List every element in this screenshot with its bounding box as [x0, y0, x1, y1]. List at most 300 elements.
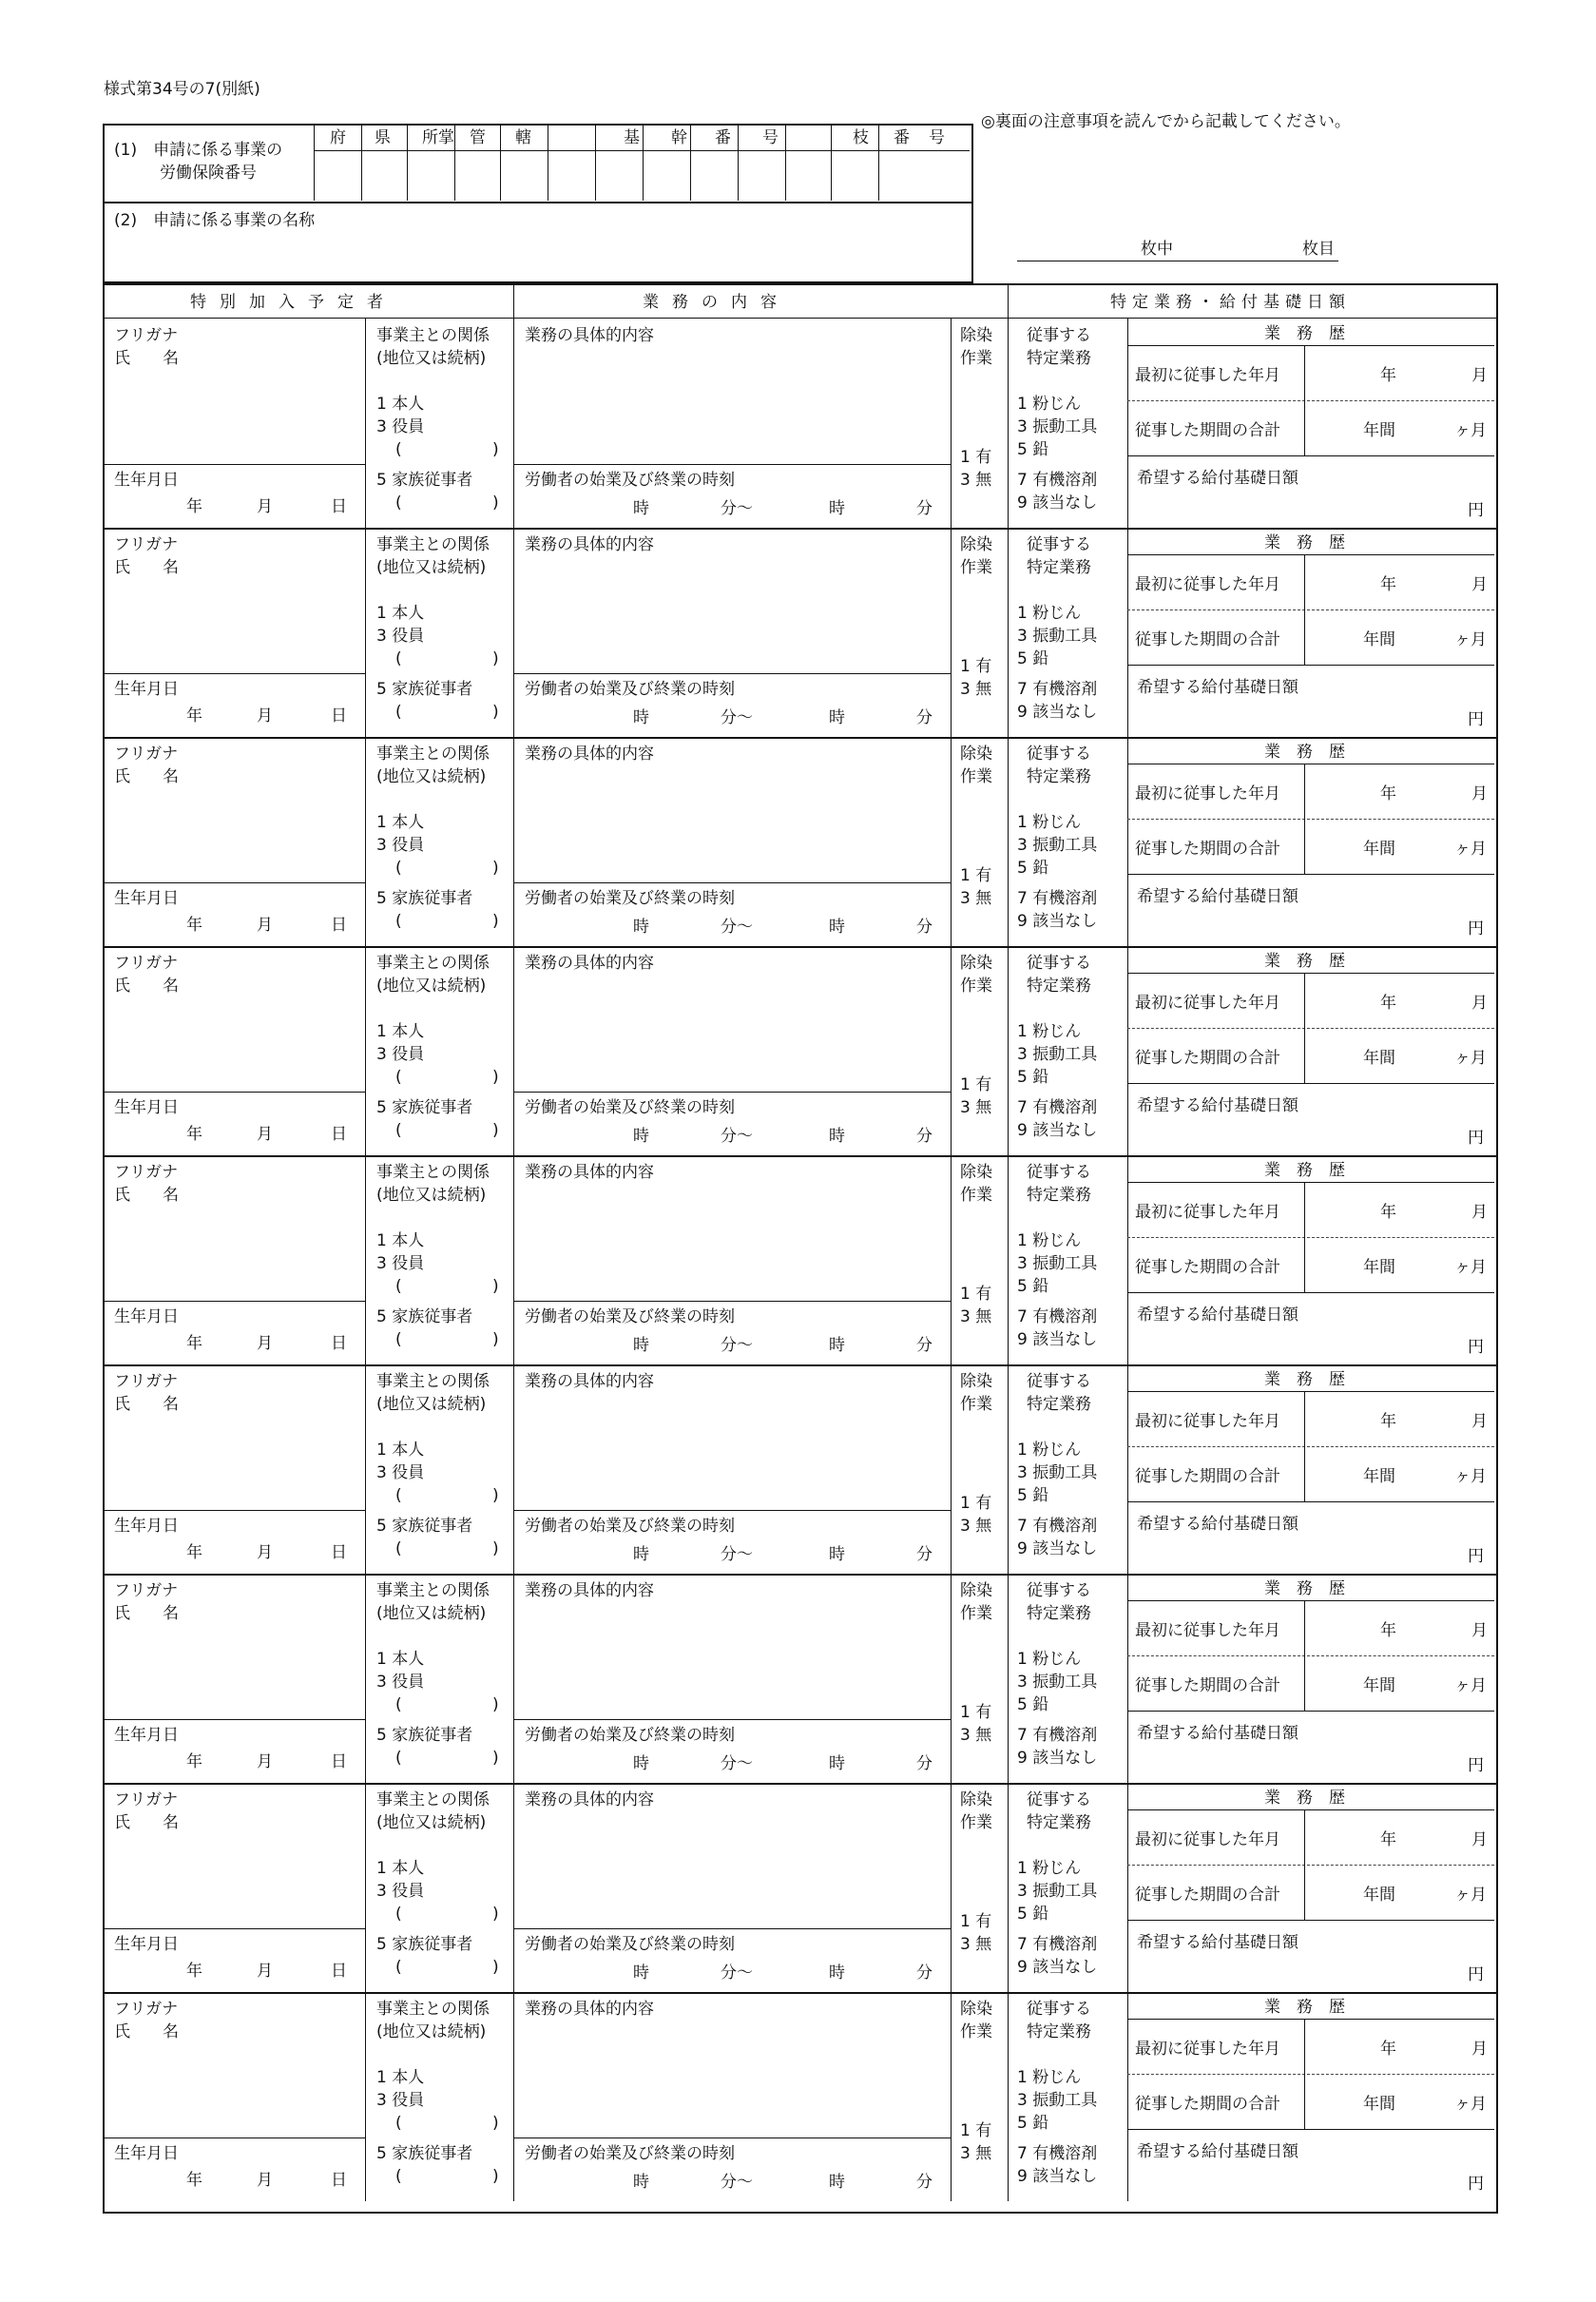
special-label: 従事する [1027, 2000, 1091, 2019]
yen-unit: 円 [1468, 1338, 1484, 1357]
paren-open: ( [395, 1958, 402, 1977]
special-opt: 1 粉じん [1017, 813, 1082, 832]
relation-opt-officer: 3 役員 [376, 417, 425, 436]
first-month-unit: 月 [1471, 366, 1488, 385]
decon-label-2: 作業 [960, 767, 992, 786]
relation-opt-family: 5 家族従事者 [376, 1935, 473, 1954]
relation-opt-self: 1 本人 [376, 1650, 425, 1669]
decon-opt-no: 3 無 [960, 2144, 992, 2163]
special-opt: 9 該当なし [1017, 912, 1098, 931]
special-opt: 1 粉じん [1017, 395, 1082, 414]
special-opt: 1 粉じん [1017, 1022, 1082, 1041]
special-opt: 9 該当なし [1017, 1539, 1098, 1558]
paren-close: ) [492, 1068, 499, 1087]
insurance-col-label: 基 [624, 128, 640, 147]
birth-month-unit: 月 [257, 497, 273, 516]
birth-label: 生年月日 [114, 1726, 179, 1745]
special-label-2: 特定業務 [1027, 349, 1091, 368]
decon-label: 除染 [960, 326, 992, 345]
decon-opt-yes: 1 有 [960, 657, 992, 676]
special-opt: 5 鉛 [1017, 1486, 1049, 1505]
special-opt: 1 粉じん [1017, 1441, 1082, 1460]
special-opt: 7 有機溶剤 [1017, 2144, 1098, 2163]
relation-label-2: (地位又は続柄) [376, 349, 487, 368]
paren-open: ( [395, 649, 402, 668]
header-person: 特別加入予定者 [190, 293, 396, 312]
hours-unit: 分～ [721, 708, 753, 727]
furigana-label: フリガナ [114, 326, 179, 345]
period-month-unit: ヶ月 [1454, 1467, 1487, 1486]
furigana-label: フリガナ [114, 535, 179, 554]
birth-month-unit: 月 [257, 1543, 273, 1562]
special-label: 従事する [1027, 1581, 1091, 1600]
special-opt: 9 該当なし [1017, 1121, 1098, 1140]
hours-unit: 時 [829, 1336, 845, 1355]
paren-close: ) [492, 1330, 499, 1349]
paren-close: ) [492, 1958, 499, 1977]
relation-opt-officer: 3 役員 [376, 1673, 425, 1692]
paren-open: ( [395, 2114, 402, 2133]
special-opt: 3 振動工具 [1017, 1254, 1098, 1273]
furigana-label: フリガナ [114, 1372, 179, 1391]
birth-day-unit: 日 [331, 1962, 347, 1981]
birth-year-unit: 年 [186, 1752, 202, 1771]
paren-close: ) [492, 1695, 499, 1714]
relation-opt-family: 5 家族従事者 [376, 1517, 473, 1536]
hours-unit: 分 [916, 1754, 933, 1773]
daily-amount-label: 希望する給付基礎日額 [1137, 678, 1298, 697]
special-opt: 7 有機溶剤 [1017, 1307, 1098, 1326]
relation-opt-self: 1 本人 [376, 395, 425, 414]
relation-opt-officer: 3 役員 [376, 1254, 425, 1273]
decon-opt-no: 3 無 [960, 471, 992, 490]
relation-label: 事業主との関係 [376, 326, 490, 345]
notice-text: ◎裏面の注意事項を読んでから記載してください。 [981, 112, 1351, 131]
birth-day-unit: 日 [331, 1543, 347, 1562]
period-year-unit: 年間 [1363, 421, 1395, 440]
relation-label-2: (地位又は続柄) [376, 2022, 487, 2041]
relation-label: 事業主との関係 [376, 1790, 490, 1809]
first-engaged-label: 最初に従事した年月 [1135, 366, 1280, 385]
first-engaged-label: 最初に従事した年月 [1135, 1830, 1280, 1849]
decon-label: 除染 [960, 2000, 992, 2019]
decon-label-2: 作業 [960, 977, 992, 996]
name-label: 氏 名 [114, 1604, 179, 1623]
insurance-col-label: 番 [715, 128, 731, 147]
special-opt: 9 該当なし [1017, 1749, 1098, 1768]
hours-unit: 時 [829, 708, 845, 727]
paren-open: ( [395, 1277, 402, 1296]
daily-amount-label: 希望する給付基礎日額 [1137, 1724, 1298, 1743]
special-label: 従事する [1027, 745, 1091, 764]
first-month-unit: 月 [1471, 2040, 1488, 2059]
work-detail-label: 業務の具体的内容 [525, 2000, 654, 2019]
decon-label-2: 作業 [960, 349, 992, 368]
first-engaged-label: 最初に従事した年月 [1135, 1203, 1280, 1222]
furigana-label: フリガナ [114, 1790, 179, 1809]
period-month-unit: ヶ月 [1454, 630, 1487, 649]
relation-label: 事業主との関係 [376, 954, 490, 973]
hours-unit: 分 [916, 1127, 933, 1146]
special-opt: 5 鉛 [1017, 2114, 1049, 2133]
hours-unit: 時 [829, 1754, 845, 1773]
hours-unit: 分 [916, 1545, 933, 1564]
hours-unit: 時 [829, 1963, 845, 1983]
decon-opt-yes: 1 有 [960, 1703, 992, 1722]
first-year-unit: 年 [1380, 994, 1396, 1013]
hours-unit: 時 [829, 1545, 845, 1564]
special-opt: 3 振動工具 [1017, 1045, 1098, 1064]
hours-label: 労働者の始業及び終業の時刻 [525, 1935, 735, 1954]
period-month-unit: ヶ月 [1454, 1676, 1487, 1695]
birth-year-unit: 年 [186, 706, 202, 725]
first-engaged-label: 最初に従事した年月 [1135, 1621, 1280, 1640]
first-year-unit: 年 [1380, 1203, 1396, 1222]
insurance-col-label: 枝 [853, 128, 869, 147]
period-year-unit: 年間 [1363, 1676, 1395, 1695]
special-opt: 3 振動工具 [1017, 2091, 1098, 2110]
decon-label: 除染 [960, 535, 992, 554]
special-label-2: 特定業務 [1027, 1604, 1091, 1623]
special-opt: 3 振動工具 [1017, 1882, 1098, 1901]
paren-open: ( [395, 1749, 402, 1768]
special-opt: 9 該当なし [1017, 1958, 1098, 1977]
birth-year-unit: 年 [186, 1334, 202, 1353]
work-detail-label: 業務の具体的内容 [525, 535, 654, 554]
hours-unit: 時 [829, 499, 845, 518]
hours-unit: 分～ [721, 2173, 753, 2192]
first-month-unit: 月 [1471, 1203, 1488, 1222]
period-total-label: 従事した期間の合計 [1135, 1886, 1280, 1905]
yen-unit: 円 [1468, 2175, 1484, 2194]
first-month-unit: 月 [1471, 994, 1488, 1013]
history-label: 業 務 歴 [1264, 1161, 1345, 1180]
hours-unit: 分～ [721, 1127, 753, 1146]
yen-unit: 円 [1468, 1756, 1484, 1775]
paren-open: ( [395, 859, 402, 878]
first-year-unit: 年 [1380, 366, 1396, 385]
paren-close: ) [492, 2114, 499, 2133]
special-label-2: 特定業務 [1027, 558, 1091, 577]
decon-opt-no: 3 無 [960, 680, 992, 699]
period-year-unit: 年間 [1363, 1886, 1395, 1905]
header-work: 業務の内容 [643, 293, 790, 312]
decon-label: 除染 [960, 745, 992, 764]
daily-amount-label: 希望する給付基礎日額 [1137, 2142, 1298, 2161]
decon-opt-no: 3 無 [960, 1307, 992, 1326]
hours-unit: 分 [916, 918, 933, 937]
history-label: 業 務 歴 [1264, 1789, 1345, 1808]
paren-close: ) [492, 649, 499, 668]
furigana-label: フリガナ [114, 954, 179, 973]
name-label: 氏 名 [114, 2022, 179, 2041]
paren-close: ) [492, 1486, 499, 1505]
insurance-label-1: (1) 申請に係る事業の [114, 141, 283, 160]
first-month-unit: 月 [1471, 1830, 1488, 1849]
birth-label: 生年月日 [114, 1517, 179, 1536]
birth-month-unit: 月 [257, 706, 273, 725]
special-label-2: 特定業務 [1027, 2022, 1091, 2041]
daily-amount-label: 希望する給付基礎日額 [1137, 887, 1298, 906]
hours-unit: 時 [633, 918, 649, 937]
special-opt: 1 粉じん [1017, 1859, 1082, 1878]
work-detail-label: 業務の具体的内容 [525, 1581, 654, 1600]
paren-close: ) [492, 912, 499, 931]
sheet-page-label: 枚目 [1302, 240, 1335, 259]
birth-month-unit: 月 [257, 1962, 273, 1981]
sheet-total-label: 枚中 [1141, 240, 1173, 259]
paren-close: ) [492, 859, 499, 878]
paren-open: ( [395, 1121, 402, 1140]
period-year-unit: 年間 [1363, 2095, 1395, 2114]
hours-unit: 時 [633, 708, 649, 727]
period-total-label: 従事した期間の合計 [1135, 2095, 1280, 2114]
paren-close: ) [492, 493, 499, 513]
daily-amount-label: 希望する給付基礎日額 [1137, 1306, 1298, 1325]
birth-year-unit: 年 [186, 2171, 202, 2190]
furigana-label: フリガナ [114, 1581, 179, 1600]
hours-label: 労働者の始業及び終業の時刻 [525, 1517, 735, 1536]
first-engaged-label: 最初に従事した年月 [1135, 2040, 1280, 2059]
decon-label-2: 作業 [960, 1186, 992, 1205]
first-year-unit: 年 [1380, 1412, 1396, 1431]
decon-opt-no: 3 無 [960, 1517, 992, 1536]
business-name-label: (2) 申請に係る事業の名称 [114, 211, 316, 230]
relation-label: 事業主との関係 [376, 1581, 490, 1600]
birth-year-unit: 年 [186, 1962, 202, 1981]
special-label-2: 特定業務 [1027, 1395, 1091, 1414]
special-opt: 3 振動工具 [1017, 417, 1098, 436]
name-label: 氏 名 [114, 1813, 179, 1832]
history-label: 業 務 歴 [1264, 1370, 1345, 1389]
relation-opt-self: 1 本人 [376, 1022, 425, 1041]
work-detail-label: 業務の具体的内容 [525, 745, 654, 764]
relation-label: 事業主との関係 [376, 745, 490, 764]
decon-opt-yes: 1 有 [960, 2121, 992, 2140]
hours-unit: 分～ [721, 1754, 753, 1773]
name-label: 氏 名 [114, 349, 179, 368]
name-label: 氏 名 [114, 558, 179, 577]
birth-year-unit: 年 [186, 497, 202, 516]
daily-amount-label: 希望する給付基礎日額 [1137, 1933, 1298, 1952]
hours-label: 労働者の始業及び終業の時刻 [525, 1307, 735, 1326]
period-total-label: 従事した期間の合計 [1135, 840, 1280, 859]
hours-unit: 時 [829, 1127, 845, 1146]
relation-opt-family: 5 家族従事者 [376, 2144, 473, 2163]
hours-unit: 時 [633, 2173, 649, 2192]
hours-label: 労働者の始業及び終業の時刻 [525, 471, 735, 490]
hours-unit: 分～ [721, 1336, 753, 1355]
special-opt: 9 該当なし [1017, 2167, 1098, 2186]
relation-opt-officer: 3 役員 [376, 1882, 425, 1901]
insurance-col-label: 号 [929, 128, 945, 147]
decon-opt-yes: 1 有 [960, 448, 992, 467]
relation-opt-family: 5 家族従事者 [376, 1098, 473, 1117]
birth-label: 生年月日 [114, 1098, 179, 1117]
paren-close: ) [492, 1277, 499, 1296]
birth-day-unit: 日 [331, 1752, 347, 1771]
main-table [103, 283, 1498, 2214]
relation-label: 事業主との関係 [376, 1163, 490, 1182]
special-opt: 7 有機溶剤 [1017, 471, 1098, 490]
period-total-label: 従事した期間の合計 [1135, 630, 1280, 649]
paren-close: ) [492, 703, 499, 722]
decon-label: 除染 [960, 1581, 992, 1600]
hours-unit: 分 [916, 499, 933, 518]
insurance-col-label: 幹 [671, 128, 687, 147]
paren-open: ( [395, 440, 402, 459]
hours-unit: 時 [633, 1545, 649, 1564]
first-month-unit: 月 [1471, 575, 1488, 594]
first-engaged-label: 最初に従事した年月 [1135, 994, 1280, 1013]
period-month-unit: ヶ月 [1454, 1049, 1487, 1068]
name-label: 氏 名 [114, 1395, 179, 1414]
paren-open: ( [395, 1486, 402, 1505]
special-opt: 7 有機溶剤 [1017, 1517, 1098, 1536]
birth-day-unit: 日 [331, 706, 347, 725]
birth-label: 生年月日 [114, 1307, 179, 1326]
relation-label: 事業主との関係 [376, 2000, 490, 2019]
insurance-col-label: 轄 [515, 128, 531, 147]
history-label: 業 務 歴 [1264, 743, 1345, 762]
furigana-label: フリガナ [114, 1163, 179, 1182]
hours-unit: 時 [829, 918, 845, 937]
name-label: 氏 名 [114, 977, 179, 996]
relation-opt-officer: 3 役員 [376, 627, 425, 646]
paren-open: ( [395, 1905, 402, 1924]
period-year-unit: 年間 [1363, 630, 1395, 649]
relation-label: 事業主との関係 [376, 1372, 490, 1391]
history-label: 業 務 歴 [1264, 533, 1345, 552]
special-label: 従事する [1027, 326, 1091, 345]
yen-unit: 円 [1468, 1129, 1484, 1148]
relation-opt-officer: 3 役員 [376, 1463, 425, 1482]
hours-unit: 分 [916, 708, 933, 727]
decon-label: 除染 [960, 1163, 992, 1182]
hours-label: 労働者の始業及び終業の時刻 [525, 889, 735, 908]
yen-unit: 円 [1468, 501, 1484, 520]
insurance-col-label: 番 [894, 128, 910, 147]
insurance-col-label: 号 [762, 128, 779, 147]
history-label: 業 務 歴 [1264, 1998, 1345, 2017]
form-id: 様式第34号の7(別紙) [104, 80, 260, 99]
relation-opt-officer: 3 役員 [376, 1045, 425, 1064]
special-opt: 7 有機溶剤 [1017, 1935, 1098, 1954]
history-label: 業 務 歴 [1264, 1579, 1345, 1598]
hours-unit: 時 [633, 1754, 649, 1773]
special-opt: 1 粉じん [1017, 2068, 1082, 2087]
history-label: 業 務 歴 [1264, 324, 1345, 343]
relation-label-2: (地位又は続柄) [376, 1186, 487, 1205]
paren-open: ( [395, 703, 402, 722]
birth-month-unit: 月 [257, 2171, 273, 2190]
daily-amount-label: 希望する給付基礎日額 [1137, 1096, 1298, 1115]
period-month-unit: ヶ月 [1454, 1258, 1487, 1277]
work-detail-label: 業務の具体的内容 [525, 1163, 654, 1182]
decon-label-2: 作業 [960, 558, 992, 577]
daily-amount-label: 希望する給付基礎日額 [1137, 1515, 1298, 1534]
period-year-unit: 年間 [1363, 840, 1395, 859]
special-label: 従事する [1027, 1163, 1091, 1182]
paren-open: ( [395, 493, 402, 513]
hours-label: 労働者の始業及び終業の時刻 [525, 2144, 735, 2163]
special-label-2: 特定業務 [1027, 977, 1091, 996]
period-year-unit: 年間 [1363, 1258, 1395, 1277]
decon-label-2: 作業 [960, 1813, 992, 1832]
decon-label: 除染 [960, 954, 992, 973]
hours-unit: 分～ [721, 918, 753, 937]
period-month-unit: ヶ月 [1454, 421, 1487, 440]
special-opt: 5 鉛 [1017, 1277, 1049, 1296]
relation-label-2: (地位又は続柄) [376, 1395, 487, 1414]
period-month-unit: ヶ月 [1454, 2095, 1487, 2114]
paren-close: ) [492, 2167, 499, 2186]
special-opt: 5 鉛 [1017, 1695, 1049, 1714]
paren-open: ( [395, 912, 402, 931]
decon-label-2: 作業 [960, 1395, 992, 1414]
period-total-label: 従事した期間の合計 [1135, 1258, 1280, 1277]
special-opt: 5 鉛 [1017, 649, 1049, 668]
period-total-label: 従事した期間の合計 [1135, 421, 1280, 440]
period-month-unit: ヶ月 [1454, 1886, 1487, 1905]
period-total-label: 従事した期間の合計 [1135, 1049, 1280, 1068]
special-label-2: 特定業務 [1027, 1813, 1091, 1832]
decon-label: 除染 [960, 1790, 992, 1809]
special-opt: 3 振動工具 [1017, 627, 1098, 646]
relation-label: 事業主との関係 [376, 535, 490, 554]
yen-unit: 円 [1468, 1547, 1484, 1566]
special-opt: 3 振動工具 [1017, 836, 1098, 855]
insurance-col-label: 管 [470, 128, 486, 147]
special-opt: 9 該当なし [1017, 1330, 1098, 1349]
relation-opt-self: 1 本人 [376, 1441, 425, 1460]
name-label: 氏 名 [114, 1186, 179, 1205]
special-opt: 5 鉛 [1017, 859, 1049, 878]
insurance-col-label: 所掌 [422, 128, 454, 147]
special-opt: 5 鉛 [1017, 1905, 1049, 1924]
birth-label: 生年月日 [114, 1935, 179, 1954]
name-label: 氏 名 [114, 767, 179, 786]
relation-label-2: (地位又は続柄) [376, 1813, 487, 1832]
hours-unit: 時 [633, 1963, 649, 1983]
relation-opt-self: 1 本人 [376, 604, 425, 623]
paren-close: ) [492, 440, 499, 459]
first-year-unit: 年 [1380, 1830, 1396, 1849]
hours-unit: 分 [916, 1963, 933, 1983]
first-engaged-label: 最初に従事した年月 [1135, 575, 1280, 594]
hours-unit: 時 [633, 1336, 649, 1355]
relation-opt-officer: 3 役員 [376, 2091, 425, 2110]
header-special: 特定業務・給付基礎日額 [1110, 293, 1351, 312]
paren-open: ( [395, 1068, 402, 1087]
decon-opt-no: 3 無 [960, 1098, 992, 1117]
yen-unit: 円 [1468, 710, 1484, 729]
insurance-label-2: 労働保険番号 [160, 164, 257, 183]
relation-opt-self: 1 本人 [376, 1231, 425, 1250]
special-opt: 5 鉛 [1017, 1068, 1049, 1087]
relation-label-2: (地位又は続柄) [376, 558, 487, 577]
special-opt: 1 粉じん [1017, 604, 1082, 623]
decon-opt-yes: 1 有 [960, 1494, 992, 1513]
relation-opt-self: 1 本人 [376, 2068, 425, 2087]
special-opt: 9 該当なし [1017, 703, 1098, 722]
special-opt: 1 粉じん [1017, 1650, 1082, 1669]
period-year-unit: 年間 [1363, 1049, 1395, 1068]
special-opt: 7 有機溶剤 [1017, 680, 1098, 699]
hours-unit: 分～ [721, 1545, 753, 1564]
relation-opt-family: 5 家族従事者 [376, 889, 473, 908]
work-detail-label: 業務の具体的内容 [525, 326, 654, 345]
